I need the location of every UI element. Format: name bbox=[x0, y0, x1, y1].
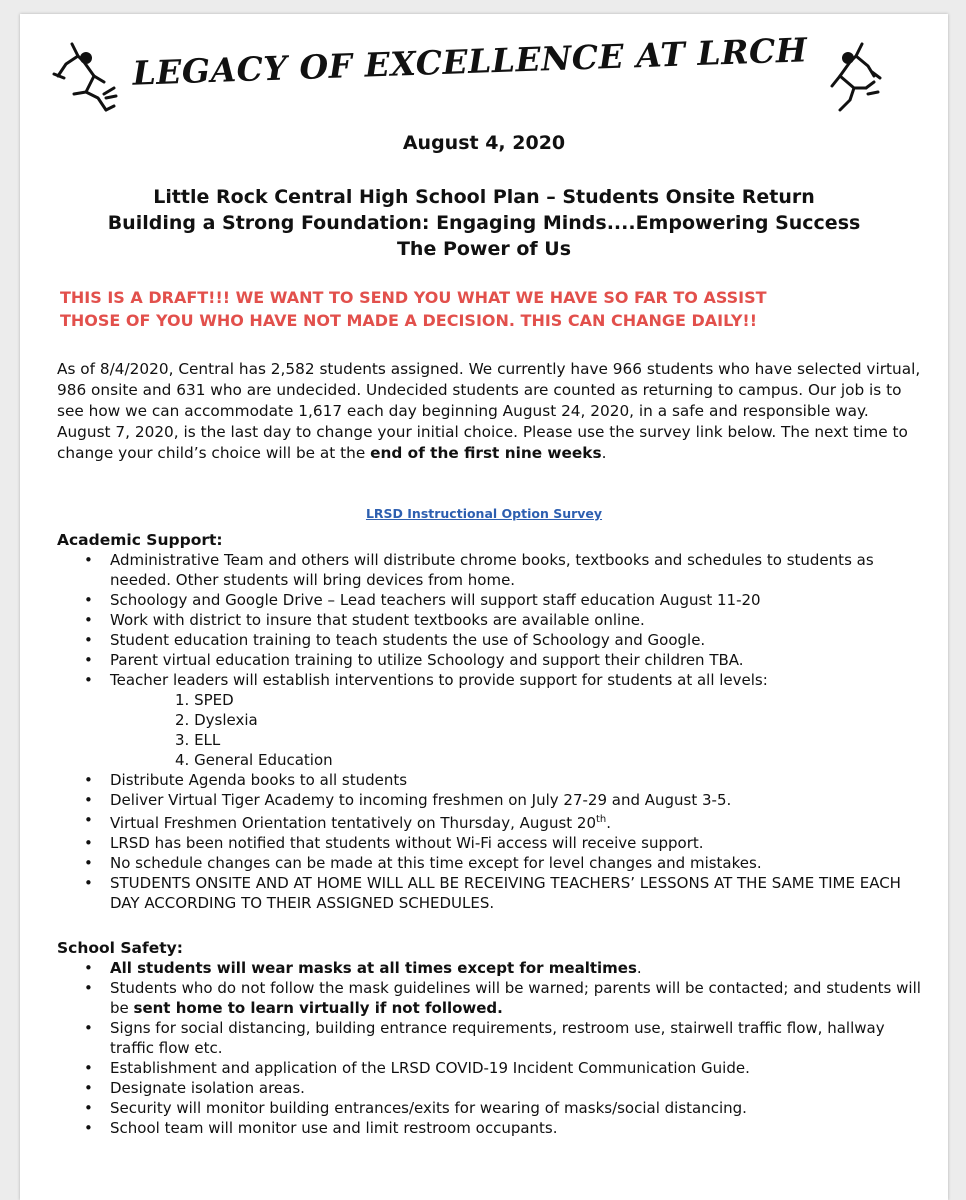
list-item: • LRSD has been notified that students without Wi-Fi access will receive support. bbox=[57, 833, 927, 853]
tiger-mascot-icon bbox=[44, 36, 124, 116]
level-item: 2. Dyslexia bbox=[175, 711, 258, 729]
intro-text: As of 8/4/2020, Central has 2,582 students assigned. We currently have 966 students who have selected virtual, 986 onsite and 631 who are undecided. Undecided students are counted as returning to campus. Our job is to see how we can accommodate 1,617 each day beginning August 24, 2020, in a safe and responsible way. August 7, 2020, is the last day to change your initial choice. Please use the survey link below. The next time to change your child’s choice will be at the bbox=[57, 360, 921, 462]
school-safety-heading: School Safety: bbox=[57, 939, 183, 957]
list-item: • Parent virtual education training to utilize Schoology and support their children TBA. bbox=[57, 650, 927, 670]
draft-line-2: THOSE OF YOU WHO HAVE NOT MADE A DECISION. THIS CAN CHANGE DAILY!! bbox=[60, 311, 758, 330]
masks-bold: All students will wear masks at all times except for mealtimes bbox=[110, 959, 637, 977]
list-item bbox=[57, 810, 927, 833]
banner-title: LEGACY OF EXCELLENCE AT LRCH bbox=[131, 30, 809, 93]
heading-line-2: Building a Strong Foundation: Engaging Minds....Empowering Success bbox=[107, 212, 861, 234]
list-item: • Establishment and application of the LRSD COVID-19 Incident Communication Guide. bbox=[57, 1058, 927, 1078]
guideline-bold: sent home to learn virtually if not followed. bbox=[133, 999, 503, 1017]
list-item: • Designate isolation areas. bbox=[57, 1078, 927, 1098]
list-item bbox=[57, 978, 927, 1018]
list-item: • Deliver Virtual Tiger Academy to incoming freshmen on July 27-29 and August 3-5. bbox=[57, 790, 927, 810]
banner bbox=[20, 14, 948, 124]
masks-end: . bbox=[636, 959, 642, 977]
survey-link-text[interactable]: LRSD Instructional Option Survey bbox=[365, 506, 603, 521]
intro-paragraph bbox=[57, 359, 927, 464]
level-item: 4. General Education bbox=[175, 751, 333, 769]
heading-line-3: The Power of Us bbox=[396, 238, 572, 260]
survey-link bbox=[20, 506, 948, 521]
list-item: • Schoology and Google Drive – Lead teachers will support staff education August 11-20 bbox=[57, 590, 927, 610]
list-item: • Security will monitor building entrances/exits for wearing of masks/social distancing. bbox=[57, 1098, 927, 1118]
draft-line-1: THIS IS A DRAFT!!! WE WANT TO SEND YOU WHAT WE HAVE SO FAR TO ASSIST bbox=[60, 288, 767, 307]
list-item bbox=[57, 958, 927, 978]
academic-list-continued bbox=[57, 770, 927, 913]
guideline-text: Students who do not follow the mask guidelines will be warned; parents will be contacted; and students will be bbox=[110, 979, 921, 1017]
list-item: • STUDENTS ONSITE AND AT HOME WILL ALL BE RECEIVING TEACHERS’ LESSONS AT THE SAME TIME EACH DAY ACCORDING TO THEIR ASSIGNED SCHEDULES. bbox=[57, 873, 927, 913]
level-item: 3. ELL bbox=[175, 731, 221, 749]
list-item: • Distribute Agenda books to all students bbox=[57, 770, 927, 790]
draft-notice bbox=[60, 286, 920, 332]
document-heading bbox=[20, 184, 948, 262]
intro-bold: end of the first nine weeks bbox=[370, 444, 602, 462]
document-page bbox=[20, 14, 948, 1200]
list-item: • School team will monitor use and limit restroom occupants. bbox=[57, 1118, 927, 1138]
tiger-mascot-icon bbox=[810, 36, 890, 116]
academic-list bbox=[57, 550, 927, 690]
list-item: • Work with district to insure that student textbooks are available online. bbox=[57, 610, 927, 630]
list-item: • Teacher leaders will establish interventions to provide support for students at all levels: bbox=[57, 670, 927, 690]
academic-support-section bbox=[57, 530, 927, 913]
orientation-end: . bbox=[606, 814, 612, 832]
list-item: • Signs for social distancing, building entrance requirements, restroom use, stairwell traffic flow, hallway traffic flow etc. bbox=[57, 1018, 927, 1058]
list-item: • Student education training to teach students the use of Schoology and Google. bbox=[57, 630, 927, 650]
safety-list bbox=[57, 958, 927, 1138]
academic-support-heading: Academic Support: bbox=[57, 531, 223, 549]
heading-line-1: Little Rock Central High School Plan – Students Onsite Return bbox=[153, 186, 815, 208]
level-item: 1. SPED bbox=[175, 691, 234, 709]
list-item: • No schedule changes can be made at this time except for level changes and mistakes. bbox=[57, 853, 927, 873]
orientation-text: Virtual Freshmen Orientation tentatively on Thursday, August 20 bbox=[110, 814, 597, 832]
intro-period: . bbox=[601, 444, 607, 462]
support-levels-list bbox=[57, 690, 927, 770]
school-safety-section bbox=[57, 938, 927, 1138]
orientation-sup: th bbox=[596, 814, 607, 825]
document-date: August 4, 2020 bbox=[402, 132, 566, 154]
list-item: • Administrative Team and others will distribute chrome books, textbooks and schedules to students as needed. Other students will bring devices from home. bbox=[57, 550, 927, 590]
